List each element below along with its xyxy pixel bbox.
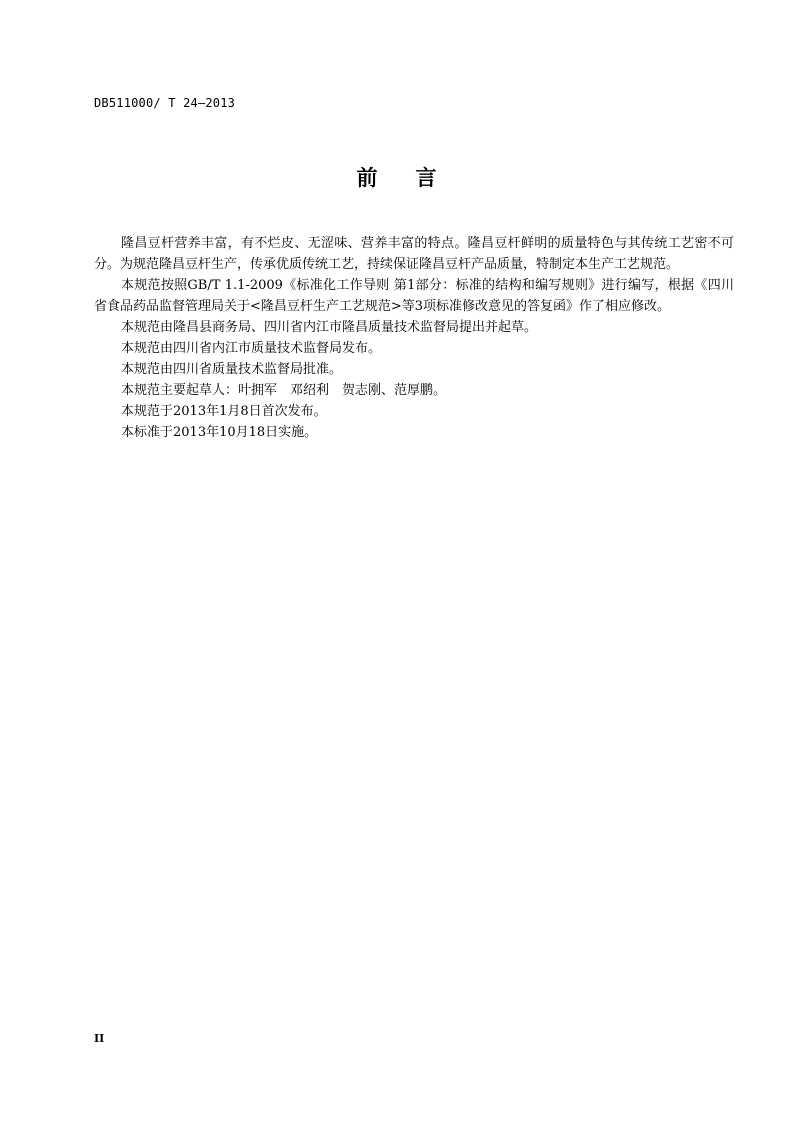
paragraph-drafters: 本规范主要起草人：叶拥军 邓绍利 贺志刚、范厚鹏。 [121,383,447,398]
paragraph-intro: 隆昌豆杆营养丰富，有不烂皮、无涩味、营养丰富的特点。隆昌豆杆鲜明的质量特色与其传统工艺密不可分。为规范隆昌豆杆生产，传承优质传统工艺，持续保证隆昌豆杆产品质量，特制定本生产工艺规范。 [94,236,734,272]
foreword-body [94,233,734,443]
standard-code: DB511000/ T 24—2013 [94,96,236,110]
paragraph-publisher: 本规范由四川省内江市质量技术监督局发布。 [121,341,382,356]
page-number: II [94,1032,105,1045]
page-title: 前言 [356,166,475,190]
paragraph-proposer: 本规范由隆昌县商务局、四川省内江市隆昌质量技术监督局提出并起草。 [121,320,538,335]
paragraph-drafting-basis: 本规范按照GB/T 1.1-2009《标准化工作导则 第1部分：标准的结构和编写规则》进行编写，根据《四川省食品药品监督管理局关于<隆昌豆杆生产工艺规范>等3项标准修改意见的答复函》作了相应修改。 [94,278,734,314]
paragraph-first-release: 本规范于2013年1月8日首次发布。 [121,404,327,419]
paragraph-implementation: 本标准于2013年10月18日实施。 [121,425,318,440]
paragraph-approver: 本规范由四川省质量技术监督局批准。 [121,362,343,377]
